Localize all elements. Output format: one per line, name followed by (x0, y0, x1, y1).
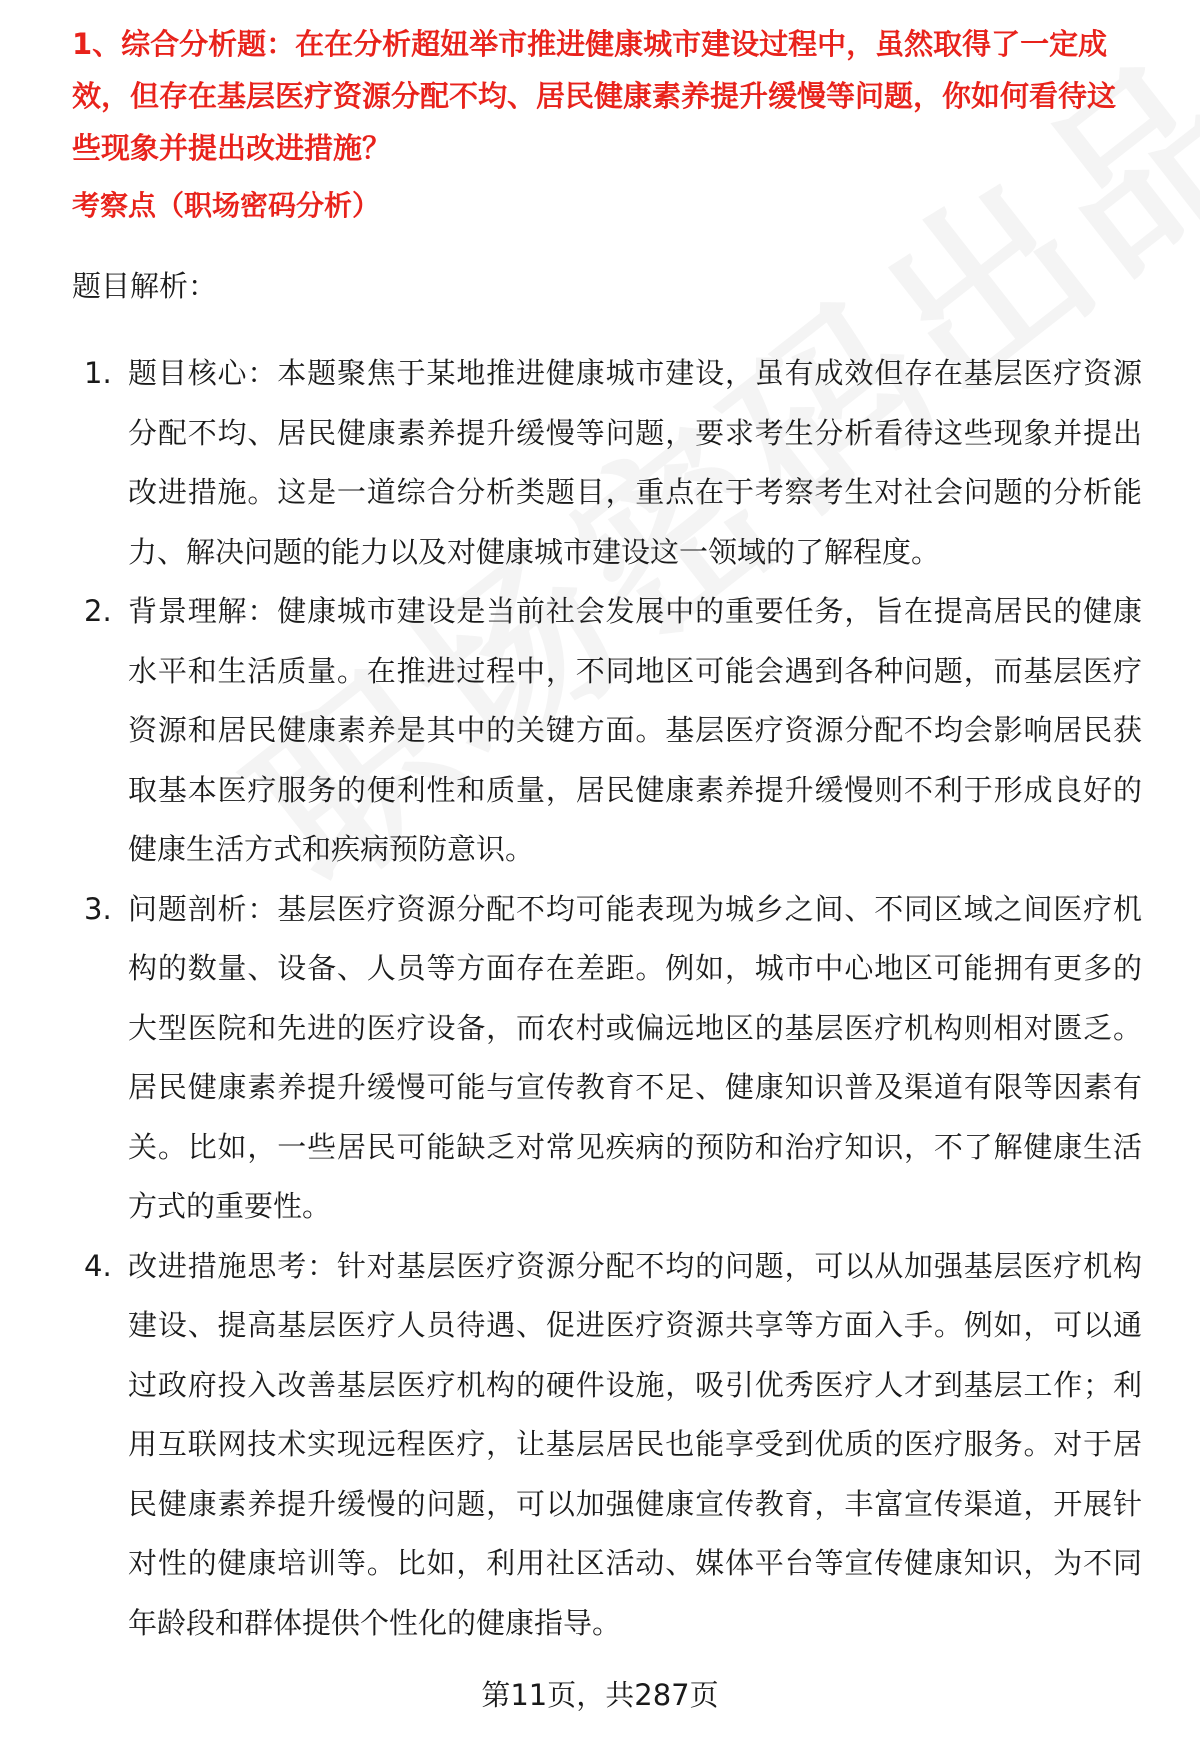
list-item-2 (72, 582, 1142, 880)
list-item-text: 改进措施思考：针对基层医疗资源分配不均的问题，可以从加强基层医疗机构建设、提高基层医疗人员待遇、促进医疗资源共享等方面入手。例如，可以通过政府投入改善基层医疗机构的硬件设施，吸引优秀医疗人才到基层工作；利用互联网技术实现远程医疗，让基层居民也能享受到优质的医疗服务。对于居民健康素养提升缓慢的问题，可以加强健康宣传教育，丰富宣传渠道，开展针对性的健康培训等。比如，利用社区活动、媒体平台等宣传健康知识，为不同年龄段和群体提供个性化的健康指导。 (128, 1248, 1142, 1640)
list-item-4 (72, 1237, 1142, 1654)
analysis-label: 题目解析： (72, 269, 218, 303)
list-item-number: 3. (84, 891, 112, 926)
list-item-3 (72, 880, 1142, 1237)
section-title: 考察点（职场密码分析） (72, 189, 381, 222)
list-item-text: 题目核心：本题聚焦于某地推进健康城市建设，虽有成效但存在基层医疗资源分配不均、居民健康素养提升缓慢等问题，要求考生分析看待这些现象并提出改进措施。这是一道综合分析类题目，重点在于考察考生对社会问题的分析能力、解决问题的能力以及对健康城市建设这一领域的了解程度。 (128, 356, 1142, 569)
page-number: 第11页，共287页 (481, 1678, 719, 1712)
question-text: 1、综合分析题：在在分析超妞举市推进健康城市建设过程中，虽然取得了一定成效，但存在基层医疗资源分配不均、居民健康素养提升缓慢等问题，你如何看待这些现象并提出改进措施？ (72, 27, 1117, 165)
list-item-number: 2. (84, 594, 112, 628)
analysis-list (72, 344, 1142, 1653)
list-item-text: 问题剖析：基层医疗资源分配不均可能表现为城乡之间、不同区域之间医疗机构的数量、设备、人员等方面存在差距。例如，城市中心地区可能拥有更多的大型医院和先进的医疗设备，而农村或偏远地区的基层医疗机构则相对匮乏。居民健康素养提升缓慢可能与宣传教育不足、健康知识普及渠道有限等因素有关。比如，一些居民可能缺乏对常见疾病的预防和治疗知识，不了解健康生活方式的重要性。 (128, 891, 1142, 1223)
list-item-1 (72, 344, 1142, 582)
list-item-number: 4. (84, 1248, 112, 1283)
list-item-number: 1. (84, 356, 112, 390)
list-item-text: 背景理解：健康城市建设是当前社会发展中的重要任务，旨在提高居民的健康水平和生活质量。在推进过程中，不同地区可能会遇到各种问题，而基层医疗资源和居民健康素养是其中的关键方面。基层医疗资源分配不均会影响居民获取基本医疗服务的便利性和质量，居民健康素养提升缓慢则不利于形成良好的健康生活方式和疾病预防意识。 (128, 594, 1142, 866)
